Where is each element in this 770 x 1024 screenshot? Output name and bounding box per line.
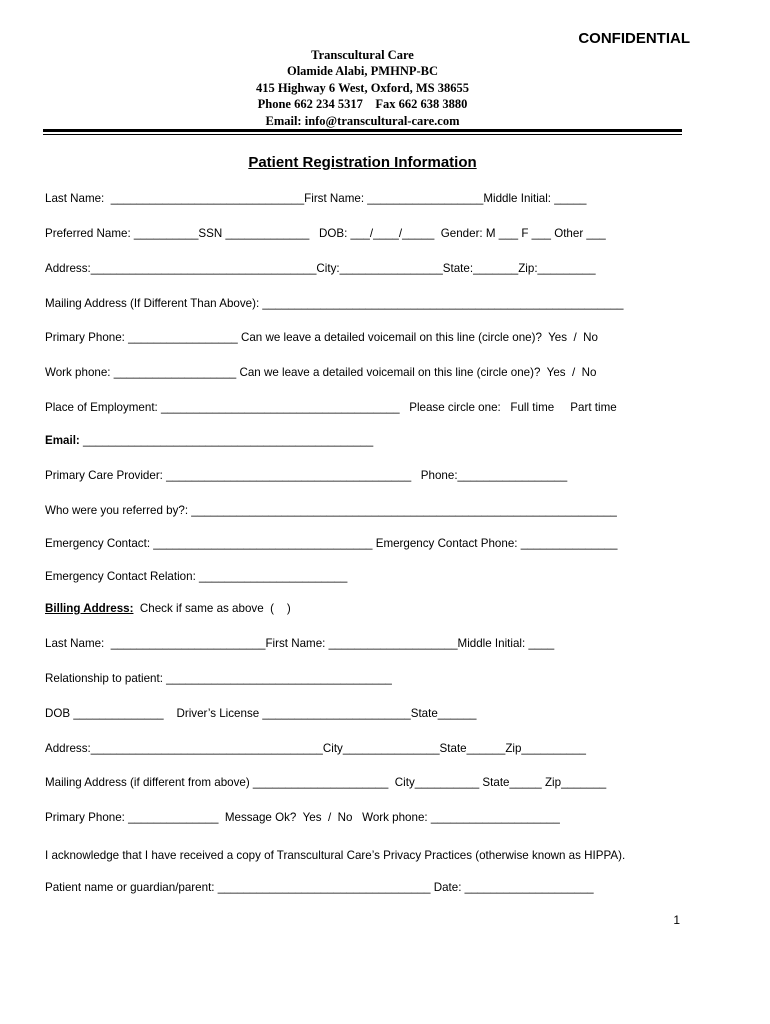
billing-address-heading: Billing Address: xyxy=(45,602,134,615)
billing-name-line[interactable]: Last Name: ________________________First Name: ____________________Middle Initial: ____ xyxy=(45,637,555,650)
billing-relationship-line[interactable]: Relationship to patient: ___________________________________ xyxy=(45,672,392,685)
practice-email: Email: info@transcultural-care.com xyxy=(265,113,460,128)
same-as-above-checkbox[interactable]: Check if same as above ( ) xyxy=(133,602,291,615)
billing-address-line[interactable]: Address:____________________________________City_______________State______Zip__________ xyxy=(45,742,586,755)
billing-mailing-address-line[interactable]: Mailing Address (if different from above) _____________________ City__________ State_____ Zip_______ xyxy=(45,776,607,789)
patient-employment-line[interactable]: Place of Employment: _____________________________________ Please circle one: Full time Part time xyxy=(45,401,617,414)
practice-address: 415 Highway 6 West, Oxford, MS 38655 xyxy=(256,80,469,95)
referral-line[interactable]: Who were you referred by?: __________________________________________________________________ xyxy=(45,504,617,517)
header-divider-thick xyxy=(43,129,682,132)
signature-date-line[interactable]: Patient name or guardian/parent: _________________________________ Date: ____________________ xyxy=(45,881,594,894)
practice-name: Transcultural Care xyxy=(311,48,414,62)
provider-name: Olamide Alabi, PMHNP-BC xyxy=(286,64,439,79)
patient-mailing-address-line[interactable]: Mailing Address (If Different Than Above): ________________________________________________________ xyxy=(45,297,624,310)
billing-phone-line[interactable]: Primary Phone: ______________ Message Ok? Yes / No Work phone: ____________________ xyxy=(45,811,560,824)
confidential-label: CONFIDENTIAL xyxy=(578,30,690,47)
emergency-contact-line[interactable]: Emergency Contact: __________________________________ Emergency Contact Phone: _______________ xyxy=(45,537,618,550)
patient-name-line[interactable]: Last Name: ______________________________First Name: __________________Middle Initial: _____ xyxy=(45,192,587,205)
pcp-line[interactable]: Primary Care Provider: ______________________________________ Phone:_________________ xyxy=(45,469,568,482)
practice-phones: Phone 662 234 5317 Fax 662 638 3880 xyxy=(257,97,468,112)
billing-dob-license-line[interactable]: DOB ______________ Driver’s License _______________________State______ xyxy=(45,707,477,720)
page-number: 1 xyxy=(673,913,680,927)
privacy-acknowledgement: I acknowledge that I have received a copy of Transcultural Care’s Privacy Practices (otherwise known as HIPPA). xyxy=(45,849,626,862)
form-title: Patient Registration Information xyxy=(248,154,477,171)
header-divider-thin xyxy=(43,134,682,135)
billing-address-heading-line xyxy=(45,602,291,616)
patient-email-line[interactable] xyxy=(45,434,373,448)
email-label: Email: xyxy=(45,434,80,447)
patient-address-line[interactable]: Address:___________________________________City:________________State:_______Zip:_________ xyxy=(45,262,596,275)
emergency-relation-line[interactable]: Emergency Contact Relation: _______________________ xyxy=(45,570,348,583)
email-blank[interactable]: _____________________________________________ xyxy=(79,434,374,447)
patient-preferred-name-line[interactable]: Preferred Name: __________SSN _____________ DOB: ___/____/_____ Gender: M ___ F ___ Other ___ xyxy=(45,227,606,240)
patient-work-phone-line[interactable]: Work phone: ___________________ Can we leave a detailed voicemail on this line (circle one)? Yes / No xyxy=(45,366,597,379)
letterhead xyxy=(0,47,725,129)
patient-primary-phone-line[interactable]: Primary Phone: _________________ Can we leave a detailed voicemail on this line (circle one)? Yes / No xyxy=(45,331,598,344)
